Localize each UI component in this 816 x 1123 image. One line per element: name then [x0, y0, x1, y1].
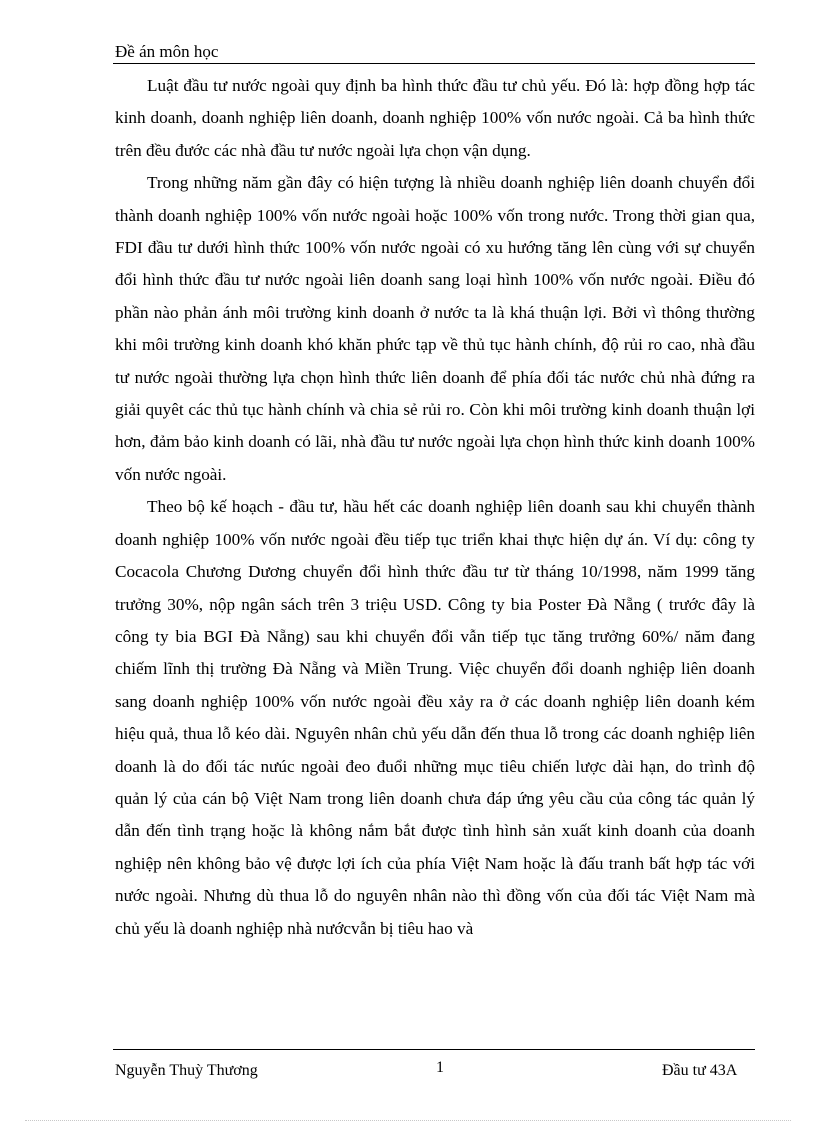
document-header-title: Đề án môn học	[115, 42, 219, 61]
page-bottom-edge	[25, 1120, 791, 1121]
header-divider	[113, 63, 755, 64]
paragraph-ministry-examples: Theo bộ kế hoạch - đầu tư, hầu hết các doanh nghiệp liên doanh sau khi chuyển thành doanh nghiệp 100% vốn nước ngoài đều tiếp tục triển khai thực hiện dự án. Ví dụ: công ty Cocacola Chương Dương chuyển đổi hình thức đầu tư từ tháng 10/1998, năm 1999 tăng trưởng 30%, nộp ngân sách trên 3 triệu USD. Công ty bia Poster Đà Nẵng ( trước đây là công ty bia BGI Đà Nẵng) sau khi chuyển đổi vẫn tiếp tục tăng trưởng 60%/ năm đang chiếm lĩnh thị trường Đà Nẵng và Miền Trung. Việc chuyển đổi doanh nghiệp liên doanh sang doanh nghiệp 100% vốn nước ngoài đều xảy ra ở các doanh nghiệp liên doanh kém hiệu quả, thua lỗ kéo dài. Nguyên nhân chủ yếu dẫn đến thua lỗ trong các doanh nghiệp liên doanh là do đối tác nưúc ngoài đeo đuổi những mục tiêu chiến lược dài hạn, do trình độ quản lý của cán bộ Việt Nam trong liên doanh chưa đáp ứng yêu cầu của công tác quản lý dẫn đến tình trạng hoặc là không nắm bắt được tình hình sản xuất kinh doanh của doanh nghiệp nên không bảo vệ được lợi ích của phía Việt Nam hoặc là đấu tranh bất hợp tác với nước ngoài. Nhưng dù thua lỗ do nguyên nhân nào thì đồng vốn của đối tác Việt Nam mà chủ yếu là doanh nghiệp nhà nướcvẫn bị tiêu hao và	[115, 497, 755, 938]
paragraph-joint-venture-conversion: Trong những năm gần đây có hiện tượng là nhiều doanh nghiệp liên doanh chuyển đổi thành doanh nghiệp 100% vốn nước ngoài hoặc 100% vốn trong nước. Trong thời gian qua, FDI đầu tư dưới hình thức 100% vốn nước ngoài có xu hướng tăng lên cùng với sự chuyển đổi hình thức đầu tư nước ngoài liên doanh sang loại hình 100% vốn nước ngoài. Điều đó phần nào phản ánh môi trường kinh doanh ở nước ta là khá thuận lợi. Bởi vì thông thường khi môi trường kinh doanh khó khăn phức tạp về thủ tục hành chính, độ rủi ro cao, nhà đầu tư nước ngoài thường lựa chọn hình thức liên doanh để phía đối tác nước chủ nhà đứng ra giải quyêt các thủ tục hành chính và chia sẻ rủi ro. Còn khi môi trường kinh doanh thuận lợi hơn, đảm bảo kinh doanh có lãi, nhà đầu tư nước ngoài lựa chọn hình thức kinh doanh 100% vốn nước ngoài.	[115, 173, 755, 484]
paragraph-investment-forms: Luật đầu tư nước ngoài quy định ba hình thức đầu tư chủ yếu. Đó là: hợp đồng hợp tác kinh doanh, doanh nghiệp liên doanh, doanh nghiệp 100% vốn nước ngoài. Cả ba hình thức trên đều đước các nhà đầu tư nước ngoài lựa chọn vận dụng.	[115, 76, 755, 160]
footer-divider	[113, 1049, 755, 1050]
footer-author: Nguyễn Thuỳ Thương	[115, 1062, 258, 1079]
document-body	[115, 70, 755, 945]
page-number: 1	[436, 1059, 444, 1076]
footer-class-label: Đầu tư 43A	[662, 1062, 738, 1079]
